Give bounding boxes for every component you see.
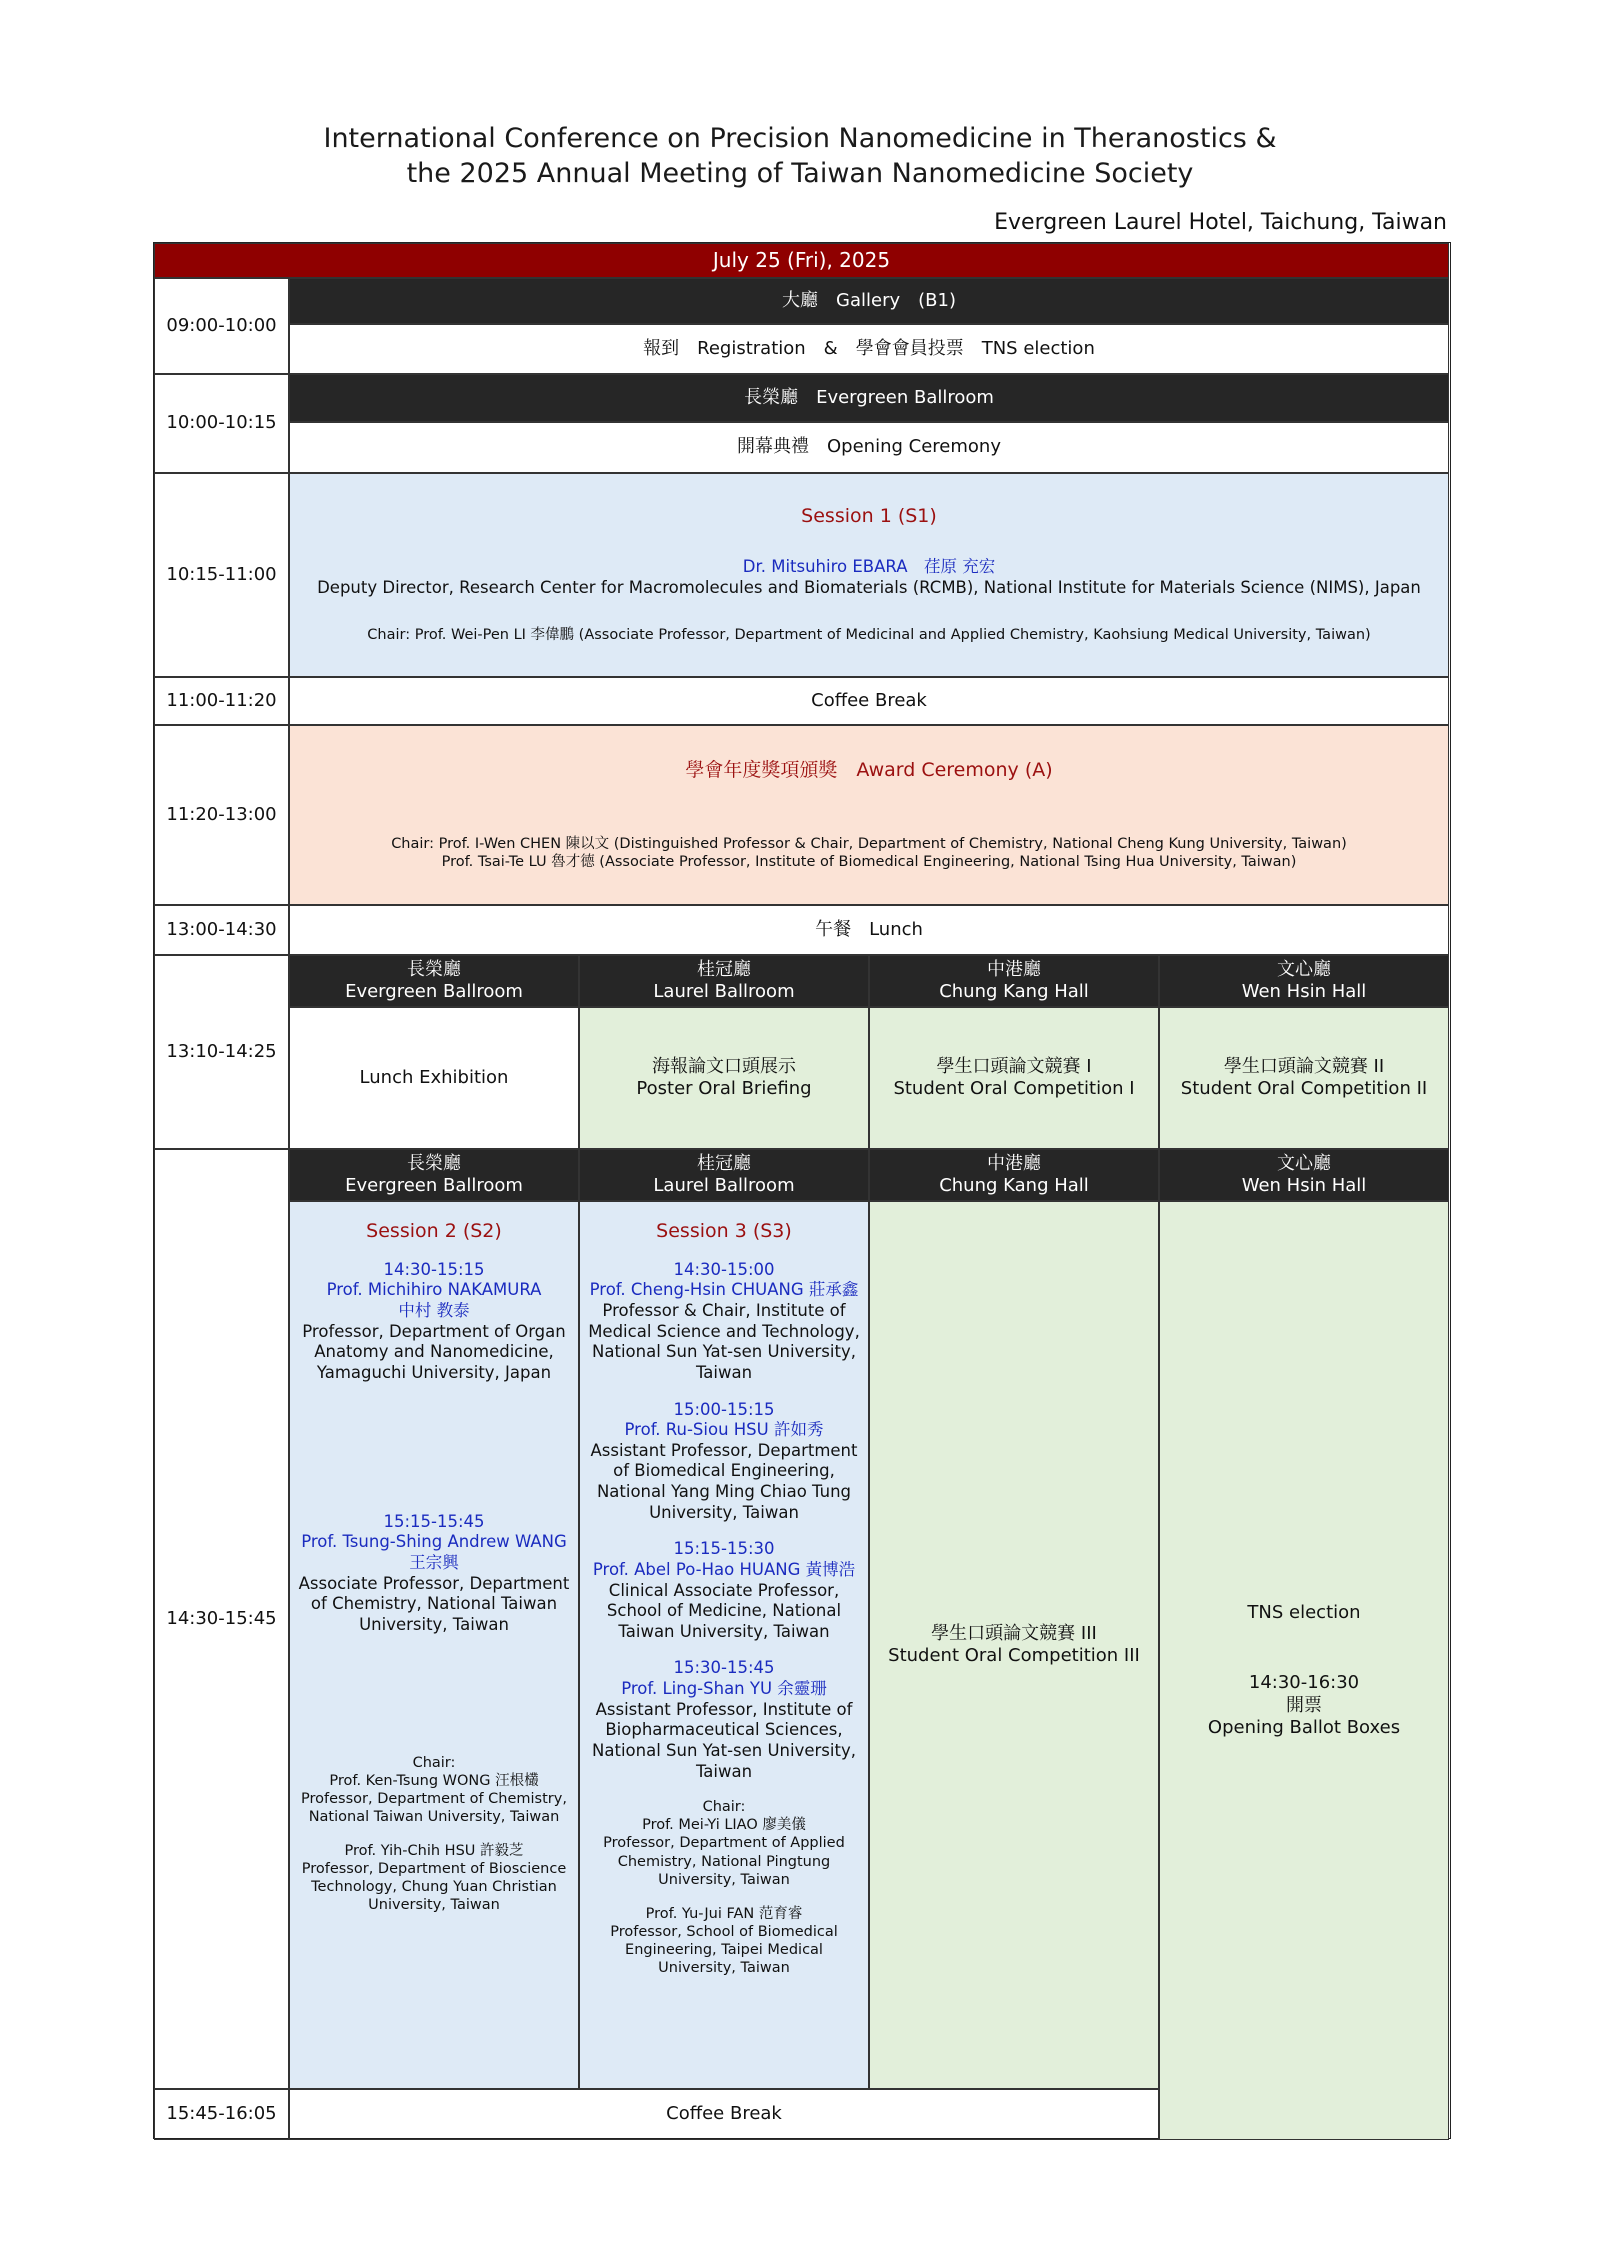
session-1-cell [289,473,1449,677]
chair-affiliation: Professor, Department of Chemistry, National Taiwan University, Taiwan [301,1790,567,1825]
room-zh: 中港廳 [987,1152,1041,1174]
day-header: July 25 (Fri), 2025 [154,243,1449,278]
tns-election-cell [1159,1201,1449,2140]
event-en: Student Oral Competition III [888,1645,1140,1666]
speaker-name: Prof. Tsung-Shing Andrew WANG [301,1532,567,1552]
session-2-cell [289,1201,579,2089]
room-en: Evergreen Ballroom [345,981,523,1002]
room-zh: 文心廳 [1277,958,1331,980]
room-header [869,1149,1159,1201]
chair-name: Prof. Yih-Chih HSU 許毅芝 [344,1843,524,1859]
room-en: Laurel Ballroom [653,981,795,1002]
venue-label: Evergreen Laurel Hotel, Taichung, Taiwan [994,210,1447,235]
room-en: Chung Kang Hall [939,981,1089,1002]
time-slot: 11:20-13:00 [154,725,289,905]
speaker-name: Prof. Ling-Shan YU 余靈珊 [621,1679,827,1698]
event-time: 14:30-16:30 [1248,1672,1360,1693]
session-title: Session 1 (S1) [801,505,937,528]
room-zh: 桂冠廳 [697,1152,751,1174]
speaker-affiliation: Deputy Director, Research Center for Macromolecules and Biomaterials (RCMB), National Institute for Materials Science (NIMS), Japan [317,577,1421,597]
session-title: 學會年度獎項頒獎 Award Ceremony (A) [685,759,1053,781]
award-ceremony-cell [289,725,1449,905]
schedule-table [153,242,1451,2139]
poster-oral-cell [579,1007,869,1149]
room-en: Wen Hsin Hall [1241,1175,1367,1196]
room-en: Evergreen Ballroom [345,1175,523,1196]
room-header [289,1149,579,1201]
room-en: Wen Hsin Hall [1241,981,1367,1002]
talk-time: 15:00-15:15 [673,1399,775,1419]
speaker-affiliation: Professor, Department of Organ Anatomy and Nanomedicine, Yamaguchi University, Japan [302,1321,566,1382]
room-zh: 長榮廳 [407,958,461,980]
room-zh: 桂冠廳 [697,958,751,980]
time-slot: 13:10-14:25 [154,955,289,1149]
chair-affiliation: Professor, Department of Applied Chemistry, National Pingtung University, Taiwan [603,1835,845,1888]
speaker-name: Prof. Abel Po-Hao HUANG 黃博浩 [592,1559,856,1579]
session-3-cell [579,1201,869,2089]
student-oral-1-cell [869,1007,1159,1149]
time-slot: 14:30-15:45 [154,1149,289,2089]
coffee-break-cell: Coffee Break [289,677,1449,725]
room-header [289,955,579,1007]
student-oral-3-cell [869,1201,1159,2089]
chair-affiliation: Professor, School of Biomedical Engineering, Taipei Medical University, Taiwan [610,1923,838,1977]
event-zh: 開票 [1286,1694,1322,1716]
lunch-exhibition-cell: Lunch Exhibition [289,1007,579,1149]
event-en: Poster Oral Briefing [636,1078,812,1099]
event-zh: 海報論文口頭展示 [652,1055,796,1077]
event-en: Opening Ballot Boxes [1207,1717,1401,1738]
chair-info: Chair: Prof. I-Wen CHEN 陳以文 (Distinguished Professor & Chair, Department of Chemistry, National Cheng Kung University, Taiwan) [391,835,1347,852]
talk-time: 15:30-15:45 [673,1658,775,1678]
room-en: Laurel Ballroom [653,1175,795,1196]
time-slot: 10:15-11:00 [154,473,289,677]
chair-info: Prof. Tsai-Te LU 魯才德 (Associate Professor, Institute of Biomedical Engineering, National Tsing Hua University, Taiwan) [441,853,1297,870]
session-title: Session 2 (S2) [366,1220,502,1242]
event-title: TNS election [1247,1601,1361,1623]
talk-time: 15:15-15:30 [673,1539,775,1559]
speaker-affiliation: Associate Professor, Department of Chemistry, National Taiwan University, Taiwan [298,1573,570,1634]
lunch-cell: 午餐 Lunch [289,905,1449,955]
room-header [1159,955,1449,1007]
speaker-affiliation: Clinical Associate Professor, School of Medicine, National Taiwan University, Taiwan [606,1580,842,1641]
chair-label: Chair: [702,1799,746,1816]
speaker-name: Prof. Cheng-Hsin CHUANG 莊承鑫 [589,1280,859,1300]
room-header [1159,1149,1449,1201]
room-zh: 中港廳 [987,958,1041,980]
chair-label: Chair: [412,1754,456,1771]
speaker-name: Dr. Mitsuhiro EBARA 荏原 充宏 [742,557,996,577]
speaker-name-zh: 王宗興 [409,1552,459,1572]
speaker-affiliation: Assistant Professor, Department of Biomedical Engineering, National Yang Ming Chiao Tung University, Taiwan [590,1440,858,1522]
event-en: Student Oral Competition II [1180,1078,1428,1099]
coffee-break-cell: Coffee Break [289,2089,1159,2140]
room-zh: 文心廳 [1277,1152,1331,1174]
room-header [579,955,869,1007]
time-slot: 15:45-16:05 [154,2089,289,2140]
conference-title-line2: the 2025 Annual Meeting of Taiwan Nanomedicine Society [406,158,1194,189]
chair-name: Prof. Yu-Jui FAN 范育睿 [645,1905,803,1922]
room-header [579,1149,869,1201]
room-en: Chung Kang Hall [939,1175,1089,1196]
registration-cell: 報到 Registration & 學會會員投票 TNS election [289,324,1449,374]
speaker-affiliation: Professor & Chair, Institute of Medical Science and Technology, National Sun Yat-sen University, Taiwan [588,1301,860,1382]
conference-title-line1: International Conference on Precision Nanomedicine in Theranostics & [323,123,1277,154]
time-slot: 10:00-10:15 [154,374,289,473]
talk-time: 14:30-15:00 [673,1259,775,1279]
session-title: Session 3 (S3) [656,1220,792,1242]
student-oral-2-cell [1159,1007,1449,1149]
room-header: 長榮廳 Evergreen Ballroom [289,374,1449,422]
opening-ceremony-cell: 開幕典禮 Opening Ceremony [289,422,1449,473]
time-slot: 11:00-11:20 [154,677,289,725]
chair-affiliation: Professor, Department of Bioscience Technology, Chung Yuan Christian University, Taiwan [301,1861,567,1914]
speaker-affiliation: Assistant Professor, Institute of Biopharmaceutical Sciences, National Sun Yat-sen University, Taiwan [592,1699,856,1781]
event-zh: 學生口頭論文競賽 II [1223,1055,1385,1077]
speaker-name: Prof. Michihiro NAKAMURA [326,1280,542,1300]
chair-info: Chair: Prof. Wei-Pen LI 李偉鵬 (Associate Professor, Department of Medicinal and Applied Chemistry, Kaohsiung Medical University, Taiwan) [367,627,1371,644]
speaker-name-zh: 中村 教泰 [398,1301,470,1320]
chair-name: Prof. Mei-Yi LIAO 廖美儀 [642,1817,806,1834]
talk-time: 15:15-15:45 [383,1511,485,1531]
event-zh: 學生口頭論文競賽 III [931,1622,1097,1644]
chair-name: Prof. Ken-Tsung WONG 汪根欉 [329,1772,539,1789]
event-en: Student Oral Competition I [893,1078,1135,1099]
time-slot: 13:00-14:30 [154,905,289,955]
time-slot: 09:00-10:00 [154,278,289,374]
talk-time: 14:30-15:15 [383,1259,485,1279]
room-header [869,955,1159,1007]
room-zh: 長榮廳 [407,1152,461,1174]
event-zh: 學生口頭論文競賽 I [936,1055,1092,1077]
speaker-name: Prof. Ru-Siou HSU 許如秀 [624,1420,824,1440]
room-header: 大廳 Gallery (B1) [289,278,1449,324]
